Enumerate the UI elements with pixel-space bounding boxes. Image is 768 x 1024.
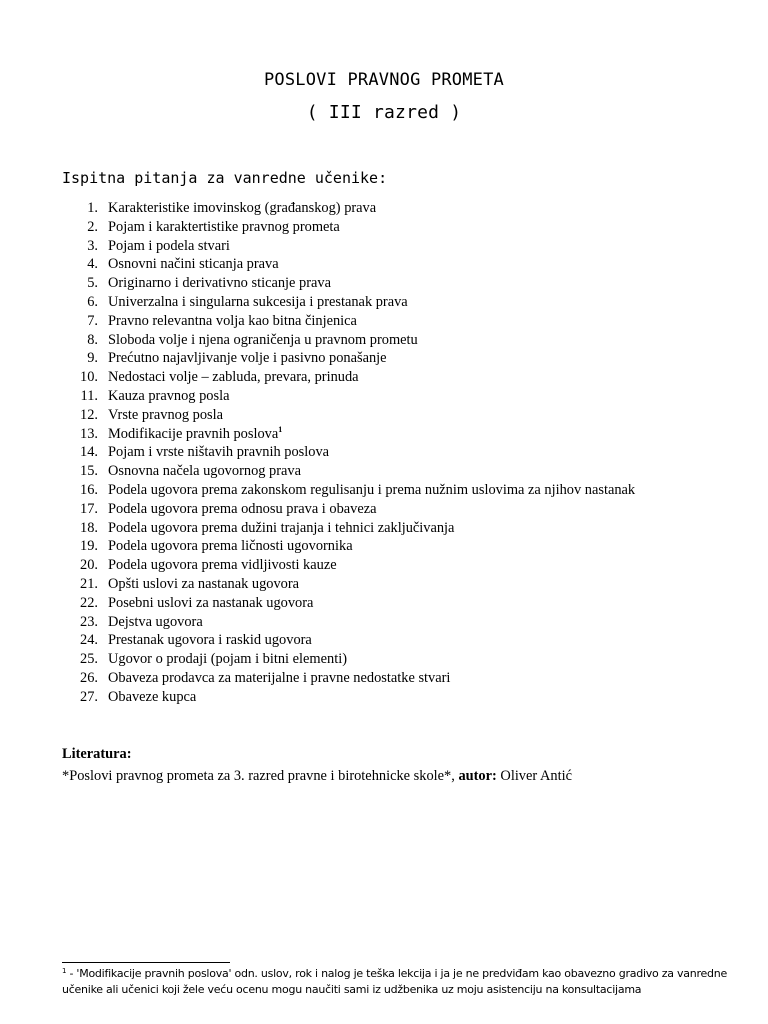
question-label: Podela ugovora prema odnosu prava i obaveza — [108, 500, 377, 517]
question-label: Podela ugovora prema vidljivosti kauze — [108, 557, 337, 574]
question-text — [108, 387, 229, 406]
footnote-marker: 1 — [62, 967, 67, 975]
question-label: Obaveza prodavca za materijalne i pravne nedostatke stvari — [108, 669, 451, 686]
question-number: 13. — [80, 425, 98, 442]
question-number: 16. — [80, 481, 98, 498]
question-label: Vrste pravnog posla — [108, 406, 224, 423]
question-text — [108, 255, 279, 274]
literature-author: Oliver Antić — [500, 768, 572, 784]
question-label: Nedostaci volje – zabluda, prevara, prinuda — [108, 369, 359, 386]
question-number: 7. — [87, 312, 98, 329]
question-number: 3. — [87, 237, 98, 254]
literature-book: *Poslovi pravnog prometa za 3. razred pravne i birotehnicke skole*, — [62, 768, 455, 784]
exam-questions-heading: Ispitna pitanja za vanredne učenike: — [62, 169, 388, 187]
question-label: Dejstva ugovora — [108, 613, 203, 630]
question-number: 22. — [80, 594, 98, 611]
question-text — [108, 537, 353, 556]
question-text — [108, 349, 387, 368]
question-label: Pojam i podela stvari — [108, 237, 230, 254]
question-text — [108, 462, 301, 481]
document-title: POSLOVI PRAVNOG PROMETA — [263, 70, 504, 90]
question-label: Osnovna načela ugovornog prava — [108, 463, 302, 480]
question-number: 21. — [80, 575, 98, 592]
footnote-text: - 'Modifikacije pravnih poslova' odn. uslov, rok i nalog je teška lekcija i ja je ne predviđam kao obavezno gradivo za vanredne učenike ali učenici koji žele veću ocenu mogu naučiti sami iz udžbenika uz moju asistenciju na konsultacijama — [62, 967, 727, 996]
question-text — [108, 481, 635, 500]
question-number: 20. — [80, 557, 98, 574]
question-number: 1. — [87, 200, 98, 216]
footnote-separator — [62, 962, 230, 963]
question-label: Pojam i karaktertistike pravnog prometa — [108, 218, 340, 235]
question-text — [108, 443, 329, 462]
question-text — [108, 331, 418, 350]
question-text — [108, 425, 282, 444]
question-number: 4. — [87, 256, 98, 273]
literature-author-label: autor: — [458, 768, 497, 784]
question-number: 10. — [80, 369, 98, 386]
question-number: 6. — [87, 293, 98, 310]
question-text — [108, 368, 359, 387]
question-text — [108, 594, 313, 613]
question-label: Originarno i derivativno sticanje prava — [108, 275, 331, 292]
question-label: Kauza pravnog posla — [108, 387, 230, 404]
question-number: 8. — [87, 331, 98, 348]
question-label: Podela ugovora prema ličnosti ugovornika — [108, 538, 353, 555]
question-text — [108, 613, 203, 632]
question-text — [108, 293, 408, 312]
question-label: Modifikacije pravnih poslova — [108, 425, 279, 442]
footnote-reference: 1 — [278, 424, 283, 434]
question-number: 15. — [80, 463, 98, 480]
question-text — [108, 556, 337, 575]
question-label: Sloboda volje i njena ograničenja u pravnom prometu — [108, 331, 418, 348]
question-number: 18. — [80, 519, 98, 536]
question-number: 11. — [80, 387, 98, 404]
question-number: 2. — [87, 218, 98, 235]
question-text — [108, 631, 312, 650]
question-text — [108, 688, 196, 707]
question-text — [108, 575, 299, 594]
question-label: Pojam i vrste ništavih pravnih poslova — [108, 444, 330, 461]
question-text — [108, 406, 223, 425]
question-label: Prećutno najavljivanje volje i pasivno ponašanje — [108, 350, 387, 367]
question-number: 14. — [80, 444, 98, 461]
question-label: Osnovni načini sticanja prava — [108, 256, 279, 273]
literature-heading: Literatura: — [62, 746, 132, 762]
question-number: 17. — [80, 500, 98, 517]
document-subtitle: ( III razred ) — [306, 102, 462, 123]
question-label: Posebni uslovi za nastanak ugovora — [108, 594, 314, 611]
question-number: 27. — [80, 688, 98, 705]
question-number: 5. — [87, 275, 98, 292]
question-text — [108, 312, 357, 331]
question-label: Univerzalna i singularna sukcesija i prestanak prava — [108, 293, 408, 310]
question-label: Podela ugovora prema zakonskom regulisanju i prema nužnim uslovima za njihov nastanak — [108, 481, 636, 498]
question-label: Podela ugovora prema dužini trajanja i tehnici zaključivanja — [108, 519, 455, 536]
question-text — [108, 519, 454, 538]
question-label: Prestanak ugovora i raskid ugovora — [108, 632, 312, 649]
question-label: Pravno relevantna volja kao bitna činjenica — [108, 312, 357, 329]
question-text — [108, 199, 376, 218]
question-label: Opšti uslovi za nastanak ugovora — [108, 575, 300, 592]
question-text — [108, 218, 340, 237]
question-number: 23. — [80, 613, 98, 630]
question-text — [108, 274, 331, 293]
question-text — [108, 650, 347, 669]
question-label: Obaveze kupca — [108, 688, 197, 705]
question-text — [108, 500, 377, 519]
question-number: 24. — [80, 632, 98, 649]
footnote — [62, 966, 732, 998]
question-number: 9. — [87, 350, 98, 367]
question-number: 12. — [80, 406, 98, 423]
question-number: 26. — [80, 669, 98, 686]
question-number: 19. — [80, 538, 98, 555]
question-label: Ugovor o prodaji (pojam i bitni elementi) — [108, 651, 347, 668]
question-text — [108, 669, 450, 688]
question-label: Karakteristike imovinskog (građanskog) prava — [108, 200, 377, 216]
question-text — [108, 237, 230, 256]
question-number: 25. — [80, 651, 98, 668]
literature-entry — [62, 768, 572, 785]
